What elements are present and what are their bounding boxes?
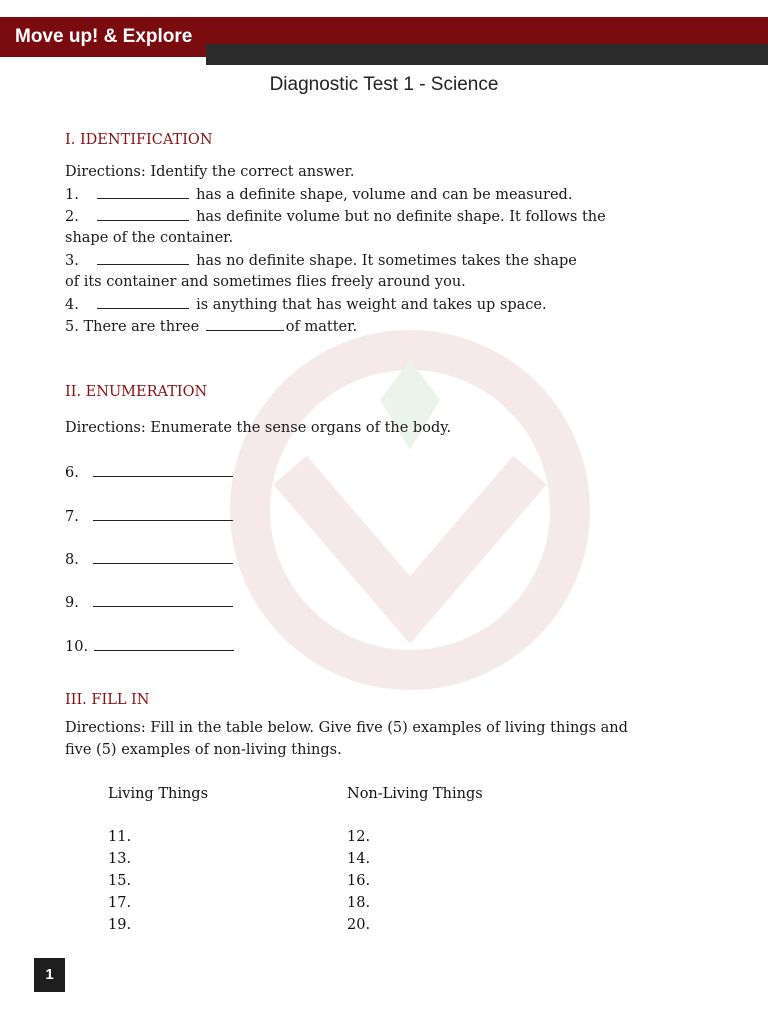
enumeration-item (65, 638, 236, 655)
identification-directions: Directions: Identify the correct answer. (65, 164, 355, 180)
item-number: 3. (65, 253, 79, 269)
document-title: Diagnostic Test 1 - Science (269, 74, 499, 95)
list-item[interactable]: 15. (108, 873, 132, 889)
brand-title: Move up! & Explore (15, 26, 193, 47)
answer-blank[interactable] (93, 551, 233, 564)
living-things-column (108, 829, 131, 939)
section-heading-fill-in: III. FILL IN (65, 692, 150, 708)
answer-blank[interactable] (94, 638, 234, 651)
list-item[interactable]: 20. (347, 917, 371, 933)
enumeration-item (65, 594, 235, 611)
item-text: of matter. (285, 319, 358, 335)
identification-item-2 (65, 208, 606, 225)
answer-blank[interactable] (206, 318, 284, 331)
fill-in-directions-line-2: five (5) examples of non-living things. (65, 742, 342, 758)
item-number: 9. (65, 595, 79, 611)
list-item[interactable]: 16. (347, 873, 371, 889)
answer-blank[interactable] (93, 464, 233, 477)
identification-item-2-continued: shape of the container. (65, 230, 234, 246)
item-number: 6. (65, 465, 79, 481)
item-text: 5. There are three (65, 319, 200, 335)
list-item[interactable]: 14. (347, 851, 371, 867)
column-heading-nonliving: Non-Living Things (347, 786, 483, 802)
identification-item-1 (65, 186, 572, 203)
answer-blank[interactable] (97, 296, 189, 309)
answer-blank[interactable] (93, 594, 233, 607)
nonliving-things-column (347, 829, 370, 939)
list-item[interactable]: 11. (108, 829, 132, 845)
enumeration-item (65, 464, 235, 481)
enumeration-item (65, 551, 235, 568)
identification-item-3 (65, 252, 577, 269)
answer-blank[interactable] (93, 508, 233, 521)
list-item[interactable]: 13. (108, 851, 132, 867)
item-number: 1. (65, 187, 79, 203)
item-number: 8. (65, 552, 79, 568)
item-number: 7. (65, 509, 79, 525)
list-item[interactable]: 18. (347, 895, 371, 911)
column-heading-living: Living Things (108, 786, 209, 802)
enumeration-item (65, 508, 235, 525)
item-number: 4. (65, 297, 79, 313)
watermark-logo-icon (230, 320, 590, 700)
identification-item-3-continued: of its container and sometimes flies freely around you. (65, 274, 466, 290)
answer-blank[interactable] (97, 186, 189, 199)
list-item[interactable]: 12. (347, 829, 371, 845)
item-text: has no definite shape. It sometimes takes the shape (196, 253, 577, 269)
item-text: is anything that has weight and takes up space. (196, 297, 547, 313)
fill-in-directions-line-1: Directions: Fill in the table below. Give five (5) examples of living things and (65, 720, 628, 736)
list-item[interactable]: 17. (108, 895, 132, 911)
item-text: has a definite shape, volume and can be measured. (196, 187, 573, 203)
section-heading-enumeration: II. ENUMERATION (65, 384, 208, 400)
list-item[interactable]: 19. (108, 917, 132, 933)
identification-item-5 (65, 318, 357, 335)
identification-item-4 (65, 296, 547, 313)
enumeration-directions: Directions: Enumerate the sense organs of the body. (65, 420, 452, 436)
item-number: 2. (65, 209, 79, 225)
answer-blank[interactable] (97, 252, 189, 265)
answer-blank[interactable] (97, 208, 189, 221)
item-number: 10. (65, 639, 89, 655)
page-number: 1 (34, 958, 65, 992)
section-heading-identification: I. IDENTIFICATION (65, 132, 213, 148)
item-text: has definite volume but no definite shape. It follows the (196, 209, 606, 225)
header-accent-bar (206, 44, 768, 65)
